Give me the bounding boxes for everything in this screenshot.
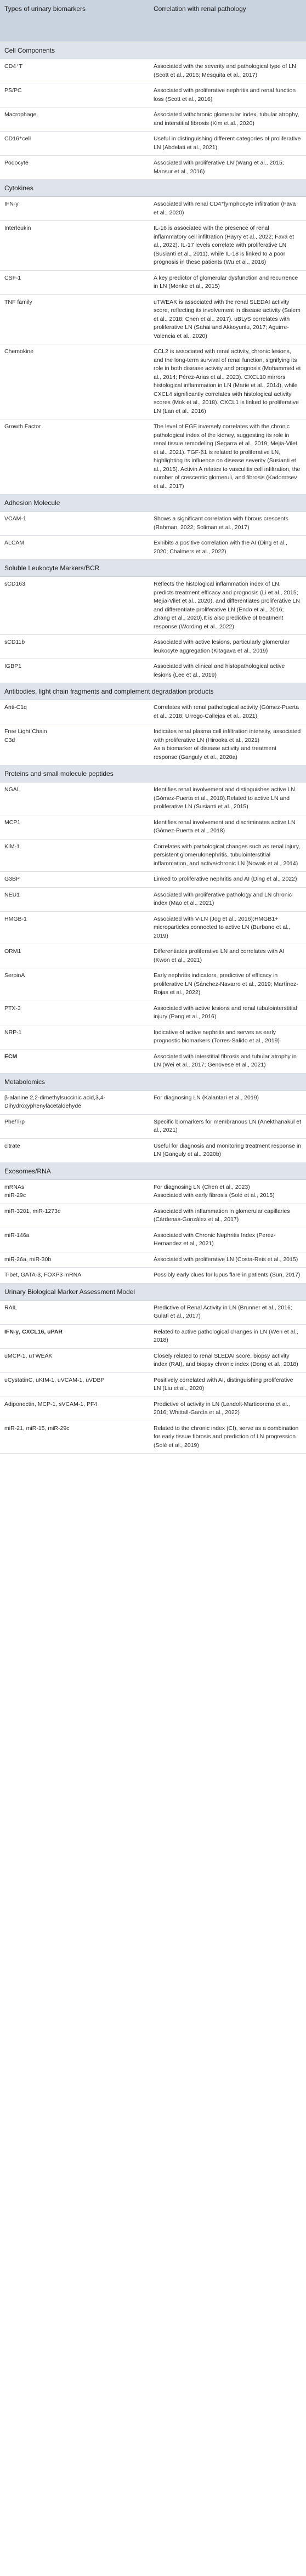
pathology-correlation: Positively correlated with AI, distinguishing proliferative LN (Liu et al., 2020) — [149, 1372, 306, 1397]
table-row — [0, 1324, 306, 1348]
table-row — [0, 344, 306, 419]
pathology-correlation: Associated with inflammation in glomerular capillaries (Cárdenas-González et al., 2017) — [149, 1204, 306, 1228]
pathology-correlation: Differentiates proliferative LN and correlates with AI (Kwon et al., 2021) — [149, 944, 306, 968]
table-row — [0, 270, 306, 294]
biomarker-name: RAIL — [0, 1300, 149, 1324]
table-row — [0, 1252, 306, 1268]
table-row — [0, 132, 306, 156]
biomarker-name: Anti-C1q — [0, 700, 149, 724]
biomarker-name: citrate — [0, 1138, 149, 1162]
biomarker-name: miR-26a, miR-30b — [0, 1252, 149, 1268]
table-row — [0, 419, 306, 495]
table-row — [0, 815, 306, 839]
pathology-correlation: For diagnosing LN (Chen et al., 2023) Associated with early fibrosis (Solé et al., 2015) — [149, 1179, 306, 1204]
pathology-correlation: Associated with proliferative LN (Wang et al., 2015; Mansur et al., 2016) — [149, 156, 306, 180]
biomarker-name: Chemokine — [0, 344, 149, 419]
section-title: Exosomes/RNA — [0, 1162, 306, 1179]
pathology-correlation: A key predictor of glomerular dysfunction and recurrence in LN (Menke et al., 2015) — [149, 270, 306, 294]
biomarker-name: CSF-1 — [0, 270, 149, 294]
biomarker-name: SerpinA — [0, 968, 149, 1001]
section-title: Cytokines — [0, 180, 306, 197]
table-row — [0, 1268, 306, 1284]
pathology-correlation: Reflects the histological inflammation index of LN, predicts treatment efficacy and prognosis (Li et al., 2015; Mejia-Vilet et al., 2020), and differentiates proliferative LN and differentiate proliferative LN (Endo et al., 2016; Zhang et al., 2020).It is also predictive of treatment response (Wording et al., 2022) — [149, 577, 306, 635]
biomarker-name: Interleukin — [0, 221, 149, 271]
biomarker-name: IFN-γ — [0, 197, 149, 221]
biomarker-name: NRP-1 — [0, 1025, 149, 1049]
pathology-correlation: Useful in distinguishing different categories of proliferative LN (Abdelati et al., 2021) — [149, 132, 306, 156]
table-row — [0, 944, 306, 968]
pathology-correlation: Linked to proliferative nephritis and AI (Ding et al., 2022) — [149, 872, 306, 888]
table-row — [0, 887, 306, 911]
section-header-row — [0, 42, 306, 59]
table-row — [0, 1049, 306, 1073]
section-header-row — [0, 683, 306, 700]
table-row — [0, 197, 306, 221]
table-row — [0, 1138, 306, 1162]
biomarker-name: VCAM-1 — [0, 512, 149, 536]
biomarker-name: NEU1 — [0, 887, 149, 911]
pathology-correlation: Specific biomarkers for membranous LN (Anekthanakul et al., 2021) — [149, 1114, 306, 1138]
table-row — [0, 1372, 306, 1397]
table-row — [0, 659, 306, 683]
pathology-correlation: Early nephritis indicators, predictive of efficacy in proliferative LN (Sánchez-Navarro et al., 2019; Martínez-Rojas et al., 2022) — [149, 968, 306, 1001]
biomarker-name: Free Light Chain C3d — [0, 724, 149, 765]
section-header-row — [0, 495, 306, 512]
biomarker-name: miR-146a — [0, 1228, 149, 1252]
biomarker-name: IFN-γ, CXCL16, uPAR — [0, 1324, 149, 1348]
biomarker-name: PS/PC — [0, 83, 149, 107]
table-row — [0, 911, 306, 944]
table-row — [0, 536, 306, 560]
pathology-correlation: uTWEAK is associated with the renal SLEDAI activity score, reflecting its involvement in disease activity (Salem et al., 2018; Chen et al., 2017). uBLyS correlates with proliferative LN (Sahai and Akkoyunlu, 2017; Aguirre-Valencia et al., 2020) — [149, 294, 306, 344]
section-title: Adhesion Molecule — [0, 495, 306, 512]
table-row — [0, 1204, 306, 1228]
biomarker-name: β-alanine 2,2-dimethylsuccinic acid,3,4-Dihydroxyphenylacetaldehyde — [0, 1090, 149, 1114]
section-header-row — [0, 1162, 306, 1179]
biomarker-name: ALCAM — [0, 536, 149, 560]
section-title: Cell Components — [0, 42, 306, 59]
biomarker-name: ECM — [0, 1049, 149, 1073]
biomarker-name: Growth Factor — [0, 419, 149, 495]
biomarker-name: G3BP — [0, 872, 149, 888]
pathology-correlation: Predictive of Renal Activity in LN (Brunner et al., 2016; Gulati et al., 2017) — [149, 1300, 306, 1324]
table-row — [0, 968, 306, 1001]
section-header-row — [0, 560, 306, 577]
pathology-correlation: Indicates renal plasma cell infiltration intensity, associated with proliferative LN (Hirooka et al., 2021) As a biomarker of disease activity and treatment response (Ganguly et al., 2020a) — [149, 724, 306, 765]
biomarker-name: miR-21, miR-15, miR-29c — [0, 1421, 149, 1454]
section-title: Soluble Leukocyte Markers/BCR — [0, 560, 306, 577]
biomarker-name: NGAL — [0, 782, 149, 815]
table-row — [0, 1179, 306, 1204]
pathology-correlation: Related to active pathological changes in LN (Wen et al., 2018) — [149, 1324, 306, 1348]
pathology-correlation: Associated with Chronic Nephritis Index (Perez-Hernandez et al., 2021) — [149, 1228, 306, 1252]
section-title: Proteins and small molecule peptides — [0, 765, 306, 782]
biomarker-name: IGBP1 — [0, 659, 149, 683]
pathology-correlation: Indicative of active nephritis and serves as early prognostic biomarkers (Torres-Salido et al., 2019) — [149, 1025, 306, 1049]
section-header-row — [0, 180, 306, 197]
pathology-correlation: Associated with renal CD4⁺lymphocyte infiltration (Fava et al., 2020) — [149, 197, 306, 221]
table-row — [0, 1090, 306, 1114]
pathology-correlation: Associated with active lesions, particularly glomerular leukocyte aggregation (Kitagava et al., 2019) — [149, 635, 306, 659]
pathology-correlation: Associated with proliferative LN (Costa-Reis et al., 2015) — [149, 1252, 306, 1268]
pathology-correlation: Associated with active lesions and renal tubulointerstitial injury (Pang et al., 2016) — [149, 1001, 306, 1025]
pathology-correlation: Associated with proliferative pathology and LN chronic index (Mao et al., 2021) — [149, 887, 306, 911]
biomarker-name: uCystatinC, uKIM-1, uVCAM-1, uVDBP — [0, 1372, 149, 1397]
pathology-correlation: Useful for diagnosis and monitoring treatment response in LN (Ganguly et al., 2020b) — [149, 1138, 306, 1162]
table-row — [0, 1001, 306, 1025]
section-header-row — [0, 1283, 306, 1300]
pathology-correlation: Associated with proliferative nephritis and renal function loss (Scott et al., 2016) — [149, 83, 306, 107]
biomarker-name: Phe/Trp — [0, 1114, 149, 1138]
table-row — [0, 221, 306, 271]
biomarker-name: miR-3201, miR-1273e — [0, 1204, 149, 1228]
biomarker-name: TNF family — [0, 294, 149, 344]
pathology-correlation: Associated with V-LN (Jog et al., 2016);HMGB1+ microparticles connected to active LN (Burbano et al., 2019) — [149, 911, 306, 944]
biomarker-name: T-bet, GATA-3, FOXP3 mRNA — [0, 1268, 149, 1284]
table-row — [0, 107, 306, 132]
table-row — [0, 59, 306, 83]
table-row — [0, 724, 306, 765]
biomarker-name: uMCP-1, uTWEAK — [0, 1348, 149, 1372]
table-row — [0, 1397, 306, 1421]
pathology-correlation: Correlates with renal pathological activity (Gómez-Puerta et al., 2018; Urrego-Callejas et al., 2021) — [149, 700, 306, 724]
pathology-correlation: Closely related to renal SLEDAI score, biopsy activity index (RAI), and biopsy chronic index (Dong et al., 2018) — [149, 1348, 306, 1372]
table-row — [0, 1114, 306, 1138]
pathology-correlation: CCL2 is associated with renal activity, chronic lesions, and the long-term survival of renal function, signifying its role in both disease activity and prognosis (Mohammed et al., 2014; Pérez-Arias et al., 2023). CXCL10 mirrors histological inflammation in LN (Marie et al., 2014), while CXCL4 significantly correlates with histological activity scores (Mok et al., 2018). CXCL1 is linked to proliferative LN (Lan et al., 2016) — [149, 344, 306, 419]
table-row — [0, 1300, 306, 1324]
section-title: Metabolomics — [0, 1073, 306, 1090]
pathology-correlation: Associated with clinical and histopathological active lesions (Lee et al., 2019) — [149, 659, 306, 683]
table-body — [0, 42, 306, 1454]
table-row — [0, 1421, 306, 1454]
biomarker-name: CD4⁺T — [0, 59, 149, 83]
biomarker-name: sCD11b — [0, 635, 149, 659]
biomarker-name: HMGB-1 — [0, 911, 149, 944]
pathology-correlation: Associated withchronic glomerular index, tubular atrophy, and interstitial fibrosis (Kim et al., 2020) — [149, 107, 306, 132]
table-row — [0, 635, 306, 659]
biomarker-name: sCD163 — [0, 577, 149, 635]
biomarker-name: CD16⁺cell — [0, 132, 149, 156]
header-renal-pathology: Correlation with renal pathology — [149, 0, 306, 42]
pathology-correlation: The level of EGF inversely correlates with the chronic pathological index of the kidney, suggesting its role in renal tissue remodeling (Segarra et al., 2019; Mejia-Vilet et al., 2021). TGF-β1 is related to proliferative LN, highlighting its influence on disease severity (Susianti et al., 2015). Activin A relates to vasculitis cell infiltration, the number of crescentic glomeruli, and fibrosis (Kadomtsev et al., 2017) — [149, 419, 306, 495]
table-header-row — [0, 0, 306, 42]
table-row — [0, 839, 306, 872]
table-row — [0, 512, 306, 536]
table-row — [0, 1228, 306, 1252]
pathology-correlation: Associated with interstitial fibrosis and tubular atrophy in LN (Wei et al., 2017; Genovese et al., 2021) — [149, 1049, 306, 1073]
biomarker-name: PTX-3 — [0, 1001, 149, 1025]
pathology-correlation: Associated with the severity and pathological type of LN (Scott et al., 2016; Mesquita et al., 2017) — [149, 59, 306, 83]
pathology-correlation: Correlates with pathological changes such as renal injury, persistent glomerulonephritis, tubulointerstitial inflammation, and active/chronic LN (Nowak et al., 2014) — [149, 839, 306, 872]
table-row — [0, 1348, 306, 1372]
section-header-row — [0, 765, 306, 782]
table-row — [0, 156, 306, 180]
pathology-correlation: Exhibits a positive correlation with the AI (Ding et al., 2020; Chalmers et al., 2022) — [149, 536, 306, 560]
section-header-row — [0, 1073, 306, 1090]
biomarker-name: Macrophage — [0, 107, 149, 132]
pathology-correlation: Identifies renal involvement and distinguishes active LN (Gómez-Puerta et al., 2018).Related to active LN and proliferative LN (Susianti et al., 2015) — [149, 782, 306, 815]
pathology-correlation: Predictive of activity in LN (Landolt-Marticorena et al., 2016; Whittall-García et al., 2022) — [149, 1397, 306, 1421]
table-row — [0, 700, 306, 724]
section-title: Urinary Biological Marker Assessment Model — [0, 1283, 306, 1300]
table-row — [0, 1025, 306, 1049]
pathology-correlation: Related to the chronic index (CI), serve as a combination for early tissue fibrosis and prediction of LN progression (Solé et al., 2019) — [149, 1421, 306, 1454]
section-title: Antibodies, light chain fragments and complement degradation products — [0, 683, 306, 700]
pathology-correlation: For diagnosing LN (Kalantari et al., 2019) — [149, 1090, 306, 1114]
header-biomarker-types: Types of urinary biomarkers — [0, 0, 149, 42]
biomarker-name: MCP1 — [0, 815, 149, 839]
pathology-correlation: Shows a significant correlation with fibrous crescents (Rahman, 2022; Soliman et al., 2017) — [149, 512, 306, 536]
table-row — [0, 872, 306, 888]
table-row — [0, 782, 306, 815]
biomarker-name: Adiponectin, MCP-1, sVCAM-1, PF4 — [0, 1397, 149, 1421]
pathology-correlation: Identifies renal involvement and discriminates active LN (Gómez-Puerta et al., 2018) — [149, 815, 306, 839]
biomarker-name: KIM-1 — [0, 839, 149, 872]
pathology-correlation: IL-16 is associated with the presence of renal inflammatory cell infiltration (Häyry et al., 2022; Fava et al., 2022). IL-17 levels correlate with proliferative LN (Susianti et al., 2011), while IL-18 is linked to a poor prognosis in these patients (Wu et al., 2016) — [149, 221, 306, 271]
biomarker-name: mRNAs miR-29c — [0, 1179, 149, 1204]
biomarker-name: Podocyte — [0, 156, 149, 180]
biomarker-name: ORM1 — [0, 944, 149, 968]
table-row — [0, 83, 306, 107]
table-row — [0, 294, 306, 344]
pathology-correlation: Possibly early clues for lupus flare in patients (Sun, 2017) — [149, 1268, 306, 1284]
table-row — [0, 577, 306, 635]
